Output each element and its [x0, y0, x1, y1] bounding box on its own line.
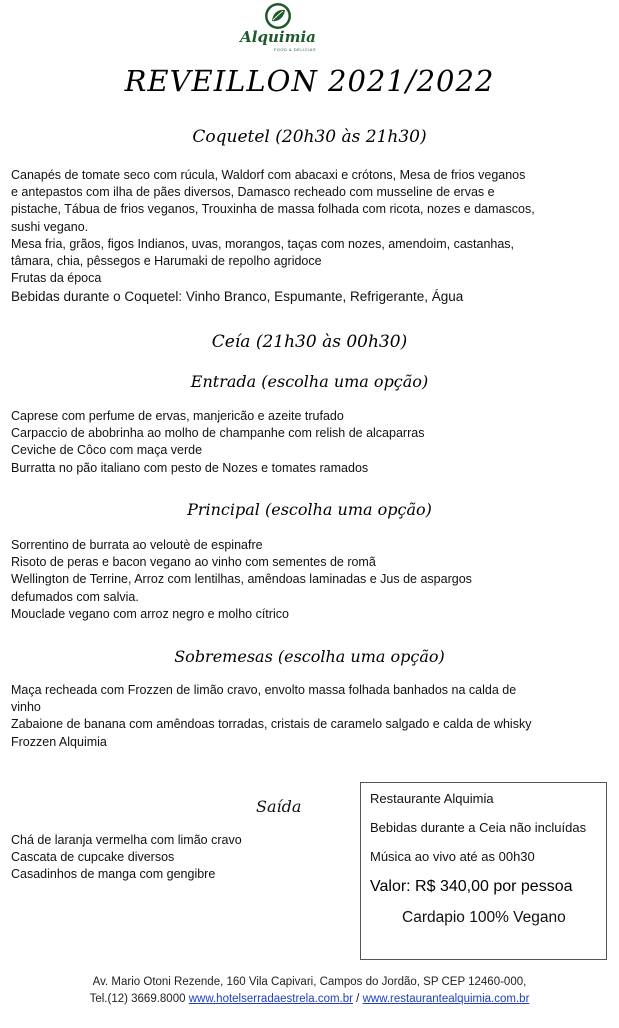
- menu-line: Frutas da época: [11, 271, 102, 286]
- coquetel-drinks: Bebidas durante o Coquetel: Vinho Branco, Espumante, Refrigerante, Água: [11, 289, 464, 305]
- entrada-menu: [11, 408, 551, 477]
- coquetel-menu: [11, 167, 551, 306]
- restaurant-name: Restaurante Alquimia: [370, 791, 494, 806]
- sobremesas-menu: [11, 682, 551, 751]
- saida-menu: [11, 832, 331, 884]
- sobremesas-heading: Sobremesas (escolha uma opção): [174, 647, 445, 666]
- live-music-note: Música ao vivo até as 00h30: [370, 849, 535, 864]
- logo-tagline: FOOD & DELICIAS: [273, 47, 316, 52]
- entrada-heading: Entrada (escolha uma opção): [190, 372, 429, 391]
- menu-line: Ceviche de Côco com maça verde: [11, 443, 203, 458]
- vegan-note: Cardapio 100% Vegano: [402, 909, 566, 926]
- footer-address: Av. Mario Otoni Rezende, 160 Vila Capivari, Campos do Jordão, SP CEP 12460-000,: [92, 976, 527, 988]
- hotel-website-link[interactable]: www.hotelserradaestrela.com.br: [188, 993, 353, 1005]
- menu-line: defumados com salvia.: [11, 589, 139, 604]
- menu-line: e antepastos com ilha de pães diversos, Damasco recheado com musseline de ervas e: [11, 185, 495, 200]
- page-title: REVEILLON 2021/2022: [124, 64, 495, 98]
- footer-contacts: [0, 993, 619, 1005]
- menu-line: Casadinhos de manga com gengibre: [11, 867, 216, 882]
- menu-line: Caprese com perfume de ervas, manjericão e azeite trufado: [11, 409, 344, 423]
- menu-line: Zabaione de banana com amêndoas torradas, cristais de caramelo salgado e calda de whisky: [11, 717, 532, 732]
- menu-line: tâmara, chia, pêssegos e Harumaki de repolho agridoce: [11, 254, 322, 269]
- menu-line: Mesa fria, grãos, figos Indianos, uvas, morangos, taças com nozes, amendoim, castanhas,: [11, 236, 515, 251]
- drinks-note: Bebidas durante a Ceia não incluídas: [370, 820, 587, 835]
- coquetel-heading: Coquetel (20h30 às 21h30): [192, 127, 427, 147]
- ceia-heading: Ceía (21h30 às 00h30): [211, 332, 408, 352]
- menu-line: pistache, Tábua de frios veganos, Trouxinha de massa folhada com ricota, nozes e damascos,: [11, 202, 535, 217]
- menu-line: Frozzen Alquimia: [11, 734, 107, 749]
- price-text: Valor: R$ 340,00 por pessoa: [370, 878, 573, 895]
- menu-line: sushi vegano.: [11, 219, 89, 234]
- menu-line: Mouclade vegano com arroz negro e molho cítrico: [11, 606, 289, 621]
- menu-line: Sorrentino de burrata ao veloutè de espinafre: [11, 538, 263, 552]
- footer-phone: Tel.(12) 3669.8000: [89, 993, 186, 1005]
- menu-line: Carpaccio de abobrinha ao molho de champanhe com relish de alcaparras: [11, 426, 425, 441]
- menu-line: Burratta no pão italiano com pesto de Nozes e tomates ramados: [11, 460, 369, 475]
- saida-heading: Saída: [256, 797, 302, 816]
- menu-line: Canapés de tomate seco com rúcula, Waldorf com abacaxi e crótons, Mesa de frios veganos: [11, 168, 526, 182]
- menu-line: Wellington de Terrine, Arroz com lentilhas, amêndoas laminadas e Jus de aspargos: [11, 572, 472, 587]
- menu-line: Chá de laranja vermelha com limão cravo: [11, 833, 242, 847]
- menu-line: vinho: [11, 700, 41, 715]
- info-box: [360, 782, 607, 960]
- menu-line: Risoto de peras e bacon vegano ao vinho com sementes de romã: [11, 555, 376, 570]
- alquimia-logo: [238, 0, 318, 56]
- principal-heading: Principal (escolha uma opção): [187, 500, 432, 519]
- restaurant-website-link[interactable]: www.restaurantealquimia.com.br: [362, 993, 530, 1005]
- menu-line: Cascata de cupcake diversos: [11, 850, 175, 865]
- principal-menu: [11, 537, 551, 623]
- footer-separator: /: [356, 993, 360, 1005]
- logo-brand-text: Alquimia: [240, 28, 316, 46]
- menu-line: Maça recheada com Frozzen de limão cravo, envolto massa folhada banhados na calda de: [11, 683, 517, 697]
- leaf-logo-icon: [264, 2, 292, 30]
